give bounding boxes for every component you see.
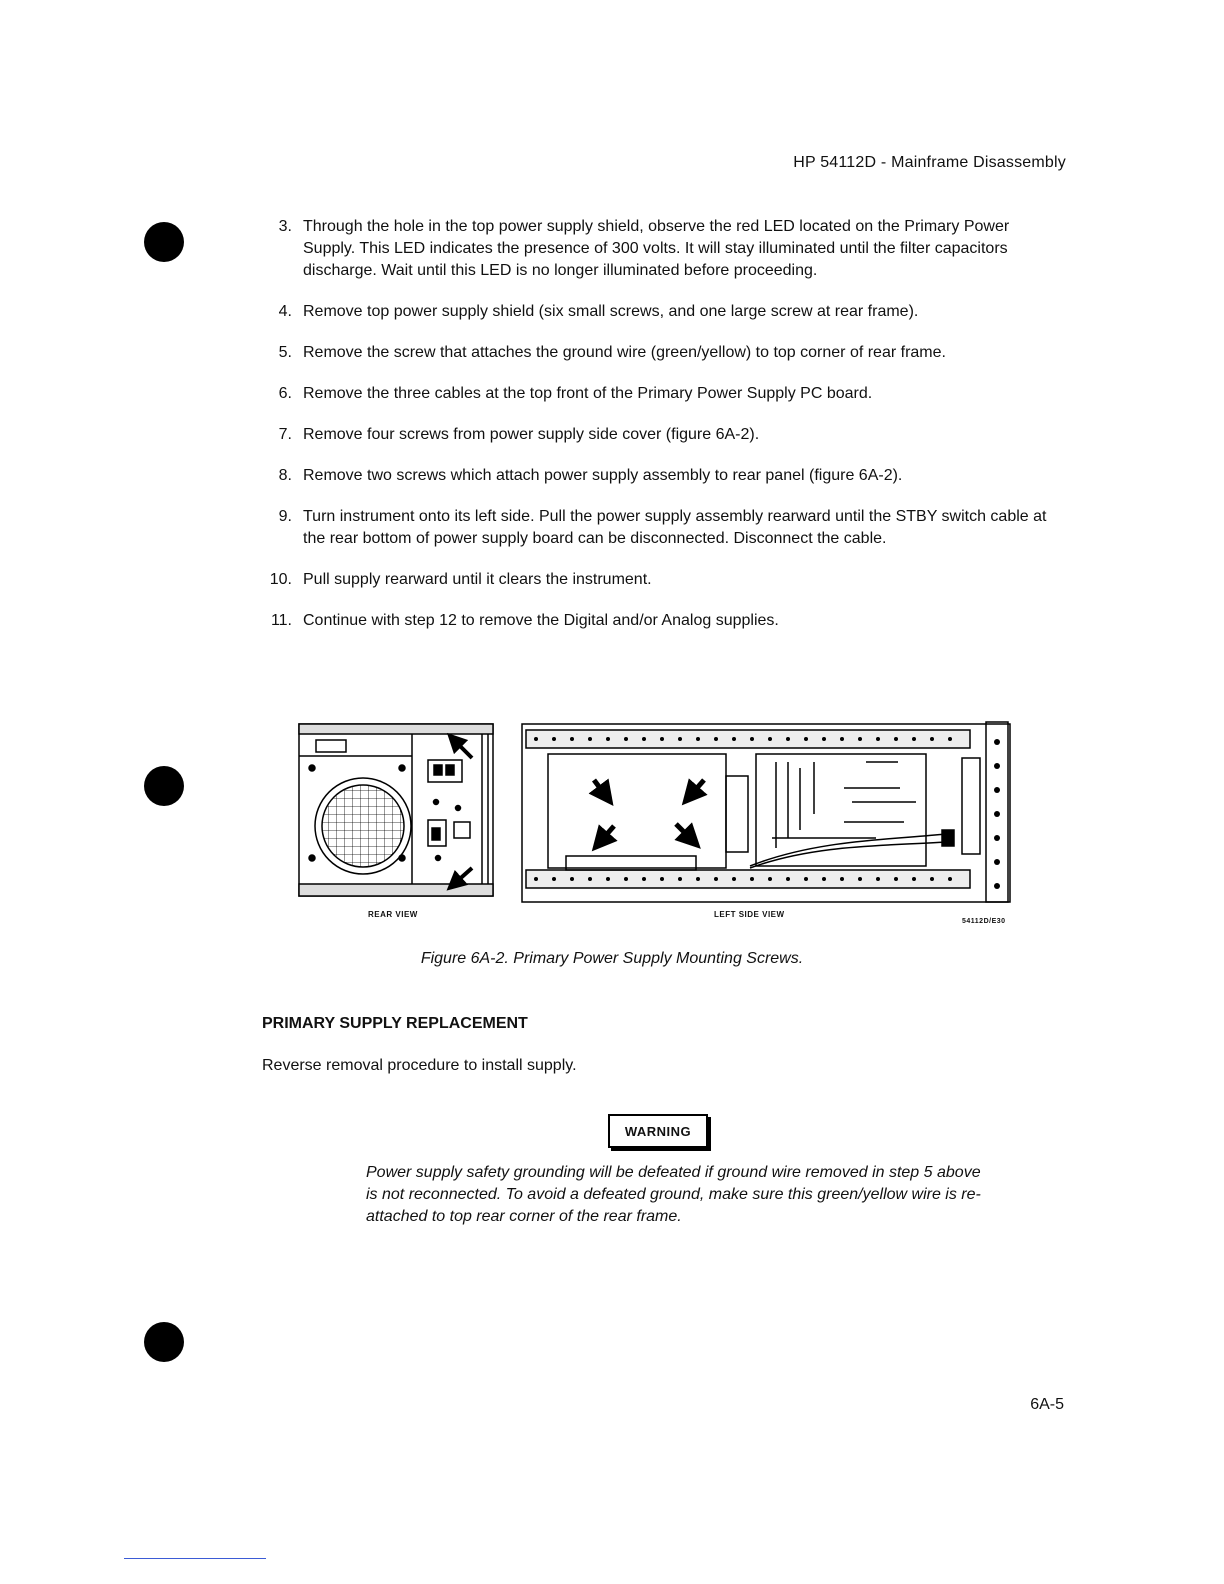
rear-frame-hole [994,739,1000,745]
step-number: 3. [278,218,292,235]
screw-hole [606,737,610,741]
mounting-screws-diagram [296,718,1020,930]
screw-hole [606,877,610,881]
step-number: 5. [278,344,292,361]
punch-hole [144,766,184,806]
screw-hole [822,737,826,741]
step-text: Remove the three cables at the top front of the Primary Power Supply PC board. [303,385,873,402]
section-text: Reverse removal procedure to install supply. [262,1057,577,1074]
step-text: Pull supply rearward until it clears the instrument. [303,571,652,588]
screw-hole [948,877,952,881]
step-text: Remove two screws which attach power supply assembly to rear panel (figure 6A-2). [303,467,903,484]
screw-hole [714,877,718,881]
screw-hole [822,877,826,881]
screw-hole [786,737,790,741]
step-text: Turn instrument onto its left side. Pull the power supply assembly rearward until the STBY switch cable at the rear bottom of power supply board can be disconnected. Disconnect the cable. [303,508,1047,547]
screw-hole [552,737,556,741]
left-side-view-drawing [522,722,1010,902]
screw-hole [660,737,664,741]
step-number: 9. [278,508,292,525]
screw-hole [858,877,862,881]
screw-hole [876,737,880,741]
rear-view-drawing [299,724,493,896]
step-item [262,465,1062,487]
warning-label: WARNING [608,1114,708,1148]
screw-hole [678,737,682,741]
screw-hole [570,877,574,881]
step-item [262,383,1062,405]
screw-hole [696,877,700,881]
screw-hole [714,737,718,741]
screw-hole [840,877,844,881]
screw-hole [840,737,844,741]
step-item [262,424,1062,446]
screw-hole [660,877,664,881]
screw-hole [948,737,952,741]
punch-hole [144,222,184,262]
screw-hole [696,737,700,741]
page-number: 6A-5 [1030,1396,1064,1413]
screw-hole [786,877,790,881]
step-number: 8. [278,467,292,484]
screw-hole [912,877,916,881]
screw-hole [804,737,808,741]
section-title: PRIMARY SUPPLY REPLACEMENT [262,1015,528,1032]
footer-rule [124,1558,266,1559]
screw-hole [768,877,772,881]
screw-hole [588,877,592,881]
screw-hole [570,737,574,741]
screw-hole [732,877,736,881]
screw-hole [624,737,628,741]
step-item [262,506,1062,550]
rear-frame-hole [994,859,1000,865]
step-text: Remove top power supply shield (six small screws, and one large screw at rear frame). [303,303,919,320]
screw-hole [750,737,754,741]
screw-hole [876,877,880,881]
warning-text: Power supply safety grounding will be defeated if ground wire removed in step 5 above is not reconnected. To avoid a defeated ground, make sure this green/yellow wire is re-attached to top rear corner of the rear frame. [366,1164,981,1225]
rear-frame-hole [994,763,1000,769]
rear-frame-hole [994,811,1000,817]
screw-hole [534,737,538,741]
step-item [262,216,1062,282]
screw-hole [588,737,592,741]
step-number: 10. [269,571,292,588]
step-number: 7. [278,426,292,443]
step-number: 6. [278,385,292,402]
side-view-label: LEFT SIDE VIEW [714,910,785,919]
figure-code: 54112D/E30 [962,918,1006,925]
screw-hole [678,877,682,881]
figure-6a-2 [296,718,1020,930]
procedure-steps [262,216,1062,651]
screw-hole [732,737,736,741]
screw-hole [750,877,754,881]
step-item [262,342,1062,364]
step-number: 11. [270,612,292,629]
rear-frame-hole [994,835,1000,841]
screw-hole [534,877,538,881]
step-text: Remove the screw that attaches the ground wire (green/yellow) to top corner of rear frame. [303,344,946,361]
rear-frame-hole [994,883,1000,889]
step-number: 4. [278,303,292,320]
screw-hole [624,877,628,881]
screw-hole [912,737,916,741]
screw-hole [858,737,862,741]
step-text: Through the hole in the top power supply shield, observe the red LED located on the Primary Power Supply. This LED indicates the presence of 300 volts. It will stay illuminated until the filter capacitors discharge. Wait until this LED is no longer illuminated before proceeding. [303,218,1010,279]
punch-hole [144,1322,184,1362]
step-text: Remove four screws from power supply side cover (figure 6A-2). [303,426,760,443]
step-text: Continue with step 12 to remove the Digital and/or Analog supplies. [303,612,779,629]
screw-hole [768,737,772,741]
step-item [262,569,1062,591]
step-item [262,301,1062,323]
step-item [262,610,1062,632]
screw-hole [894,877,898,881]
screw-hole [642,737,646,741]
screw-hole [804,877,808,881]
figure-caption: Figure 6A-2. Primary Power Supply Mounting Screws. [420,950,804,967]
page-header: HP 54112D - Mainframe Disassembly [793,154,1066,171]
screw-hole [552,877,556,881]
screw-hole [930,737,934,741]
screw-hole [894,737,898,741]
rear-view-label: REAR VIEW [368,910,418,919]
screw-hole [930,877,934,881]
rear-frame-hole [994,787,1000,793]
screw-hole [642,877,646,881]
